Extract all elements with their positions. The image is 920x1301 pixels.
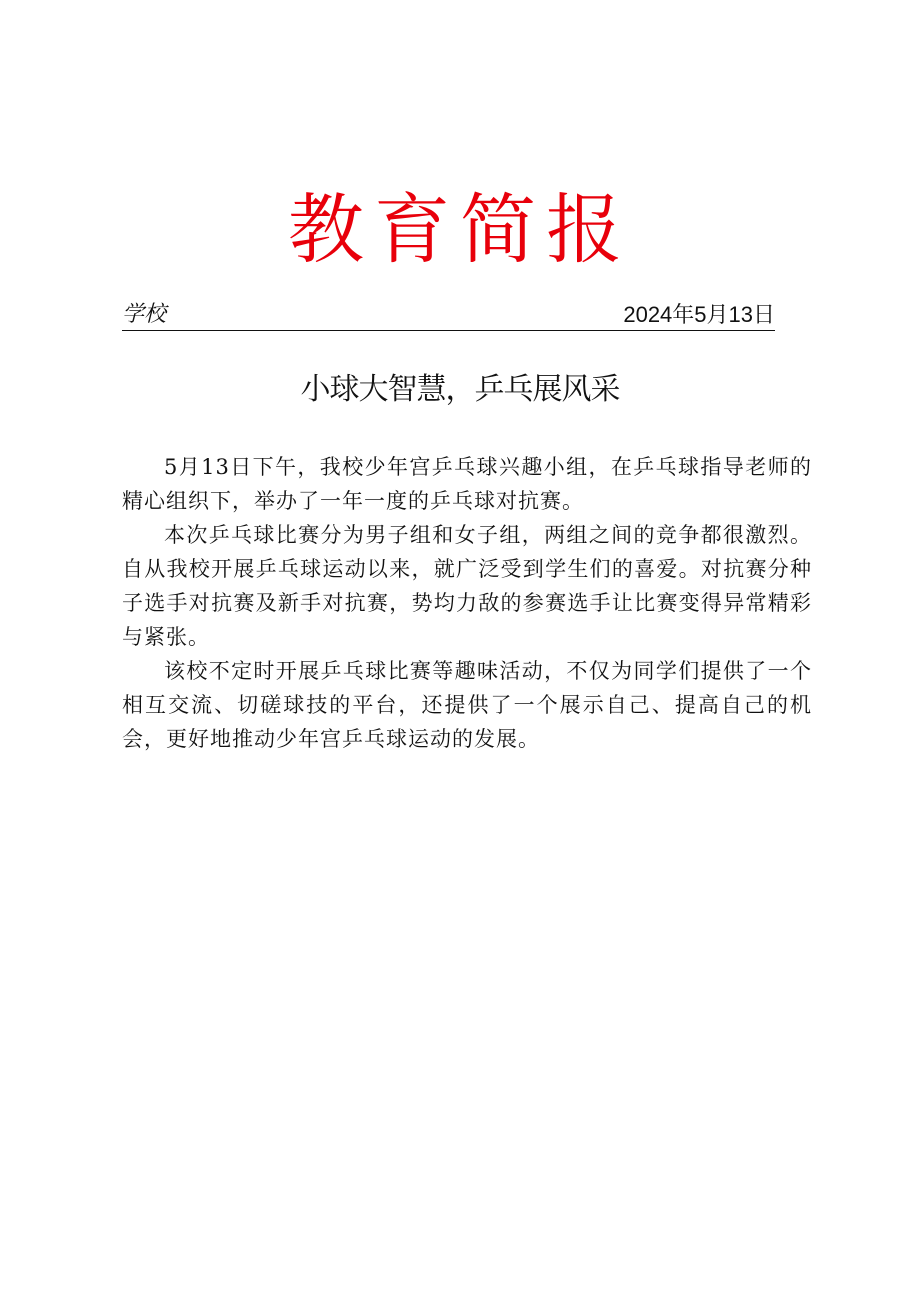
article-paragraph-1: 5月13日下午，我校少年宫乒乓球兴趣小组，在乒乓球指导老师的精心组织下，举办了一年一度的乒乓球对抗赛。	[122, 455, 812, 513]
article-paragraph-2: 本次乒乓球比赛分为男子组和女子组，两组之间的竞争都很激烈。自从我校开展乒乓球运动以来，就广泛受到学生们的喜爱。对抗赛分种子选手对抗赛及新手对抗赛，势均力敌的参赛选手让比赛变得异常精彩与紧张。	[122, 523, 812, 649]
article-body	[122, 450, 812, 756]
info-line	[122, 300, 775, 331]
masthead-title: 教育简报	[288, 185, 632, 274]
article-headline: 小球大智慧，乒乓展风采	[300, 372, 620, 407]
date-label: 2024年5月13日	[623, 302, 775, 327]
school-label: 学校	[122, 302, 167, 327]
article-paragraph-3: 该校不定时开展乒乓球比赛等趣味活动，不仅为同学们提供了一个相互交流、切磋球技的平台，还提供了一个展示自己、提高自己的机会，更好地推动少年宫乒乓球运动的发展。	[122, 659, 812, 751]
